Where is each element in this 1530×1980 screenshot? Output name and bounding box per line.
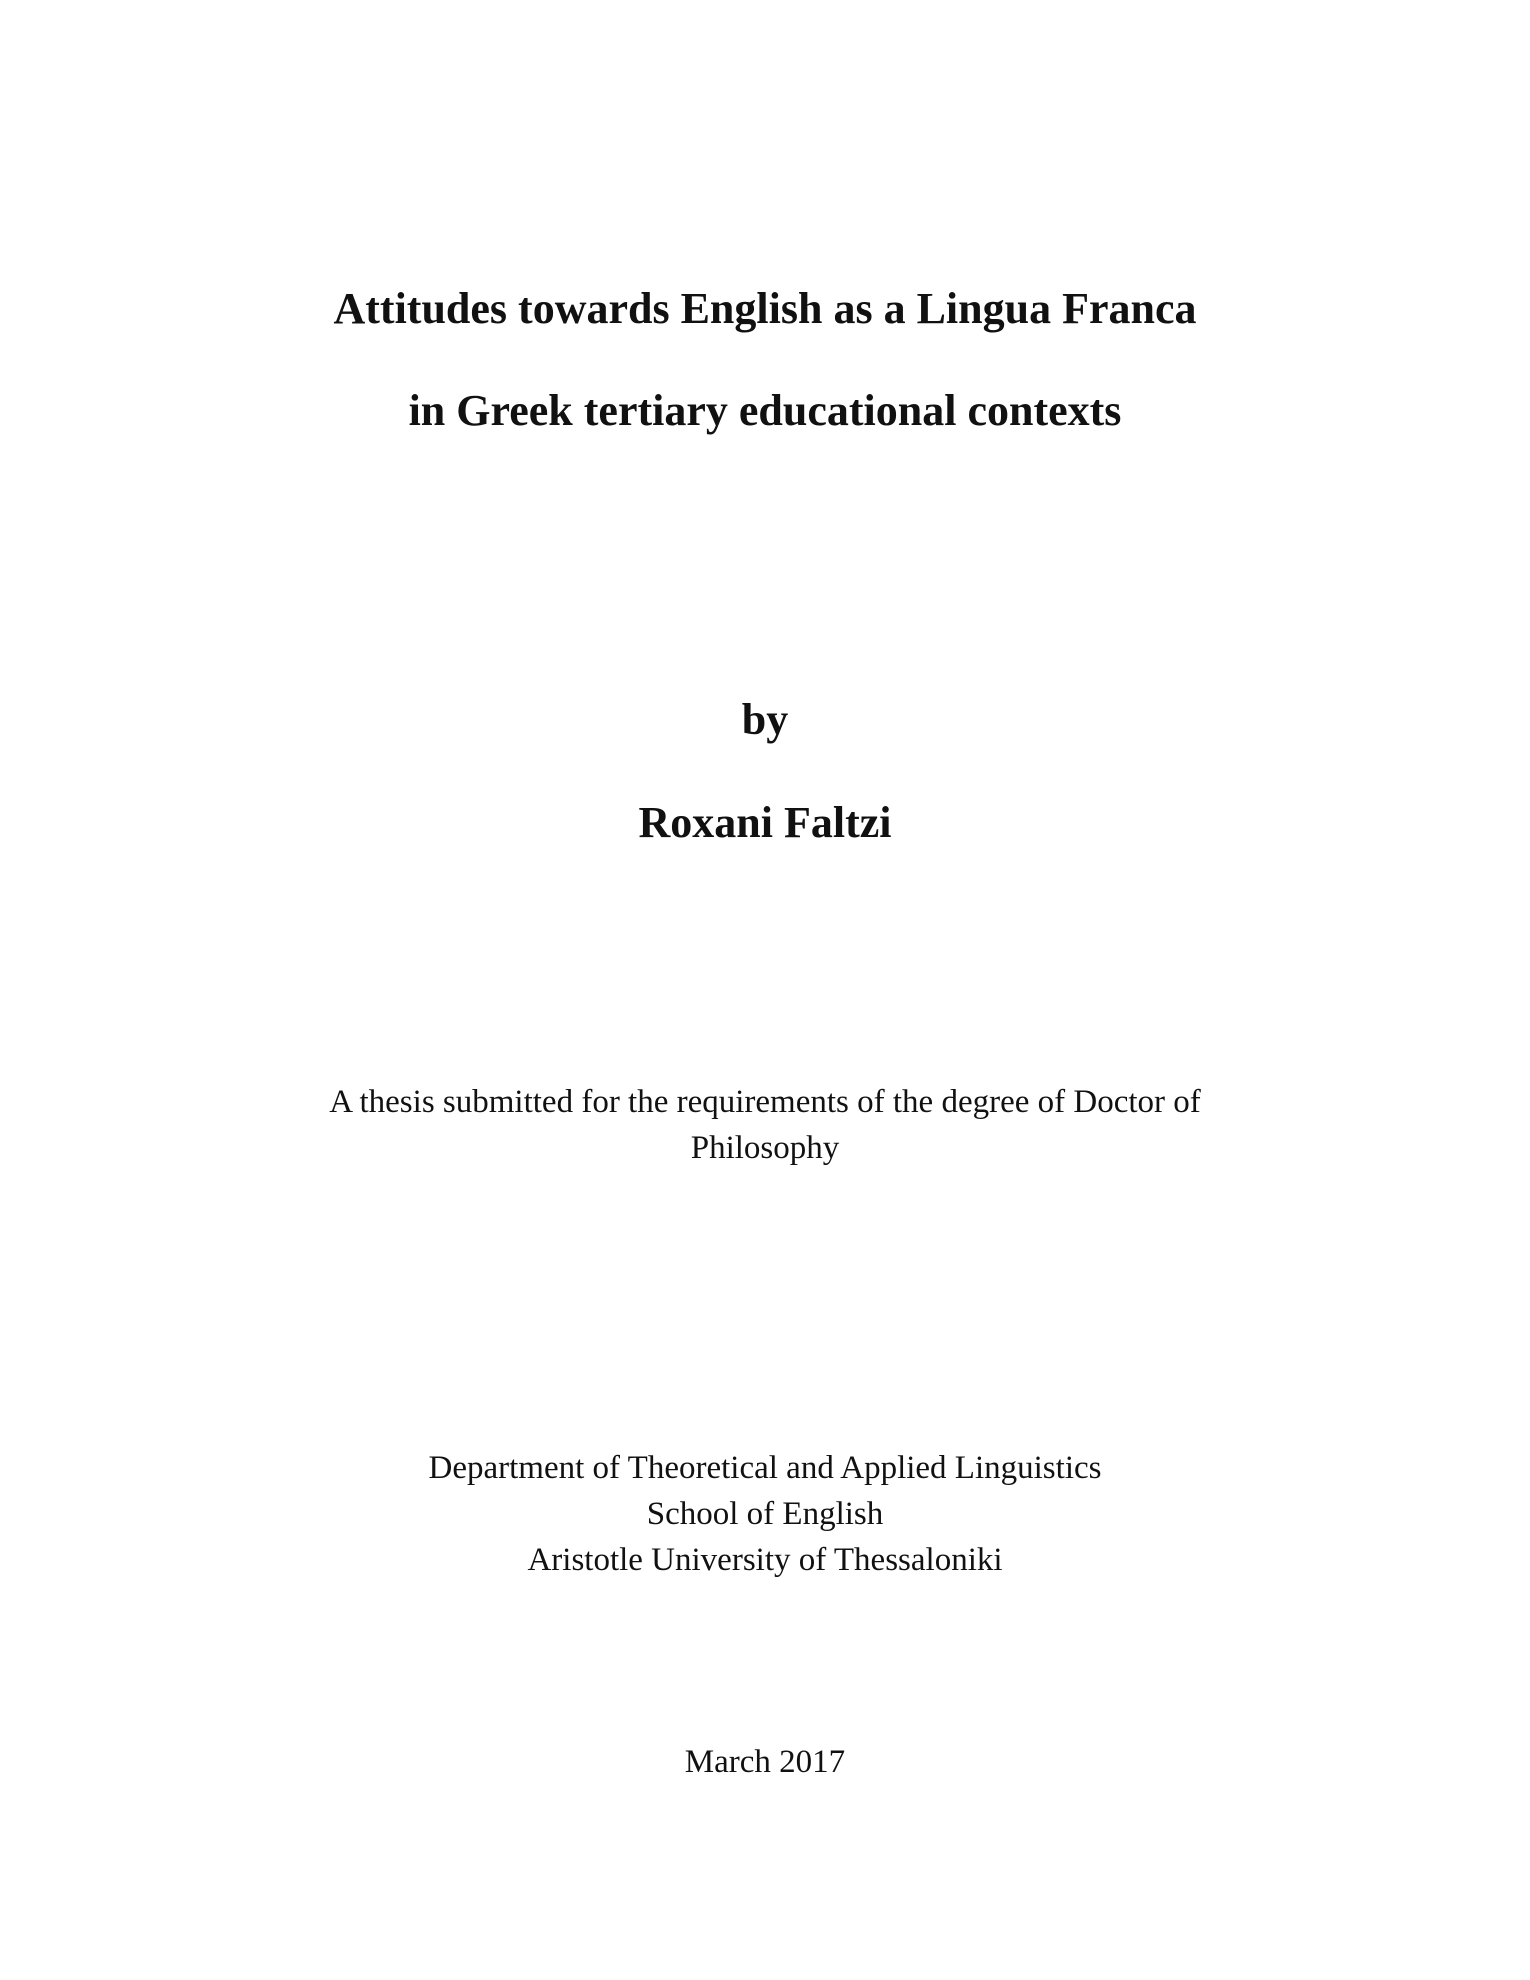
submission-statement-line-2: Philosophy [690, 1130, 840, 1166]
by-label: by [741, 695, 789, 744]
thesis-title-line-1: Attitudes towards English as a Lingua Franca [333, 284, 1197, 333]
thesis-title-line-2: in Greek tertiary educational contexts [408, 386, 1122, 435]
submission-statement-line-1: A thesis submitted for the requirements of the degree of Doctor of [329, 1084, 1201, 1120]
submission-date: March 2017 [684, 1744, 846, 1780]
university-name: Aristotle University of Thessaloniki [527, 1542, 1003, 1578]
department-name: Department of Theoretical and Applied Linguistics [428, 1450, 1102, 1486]
school-name: School of English [646, 1496, 884, 1532]
author-name: Roxani Faltzi [638, 798, 892, 847]
